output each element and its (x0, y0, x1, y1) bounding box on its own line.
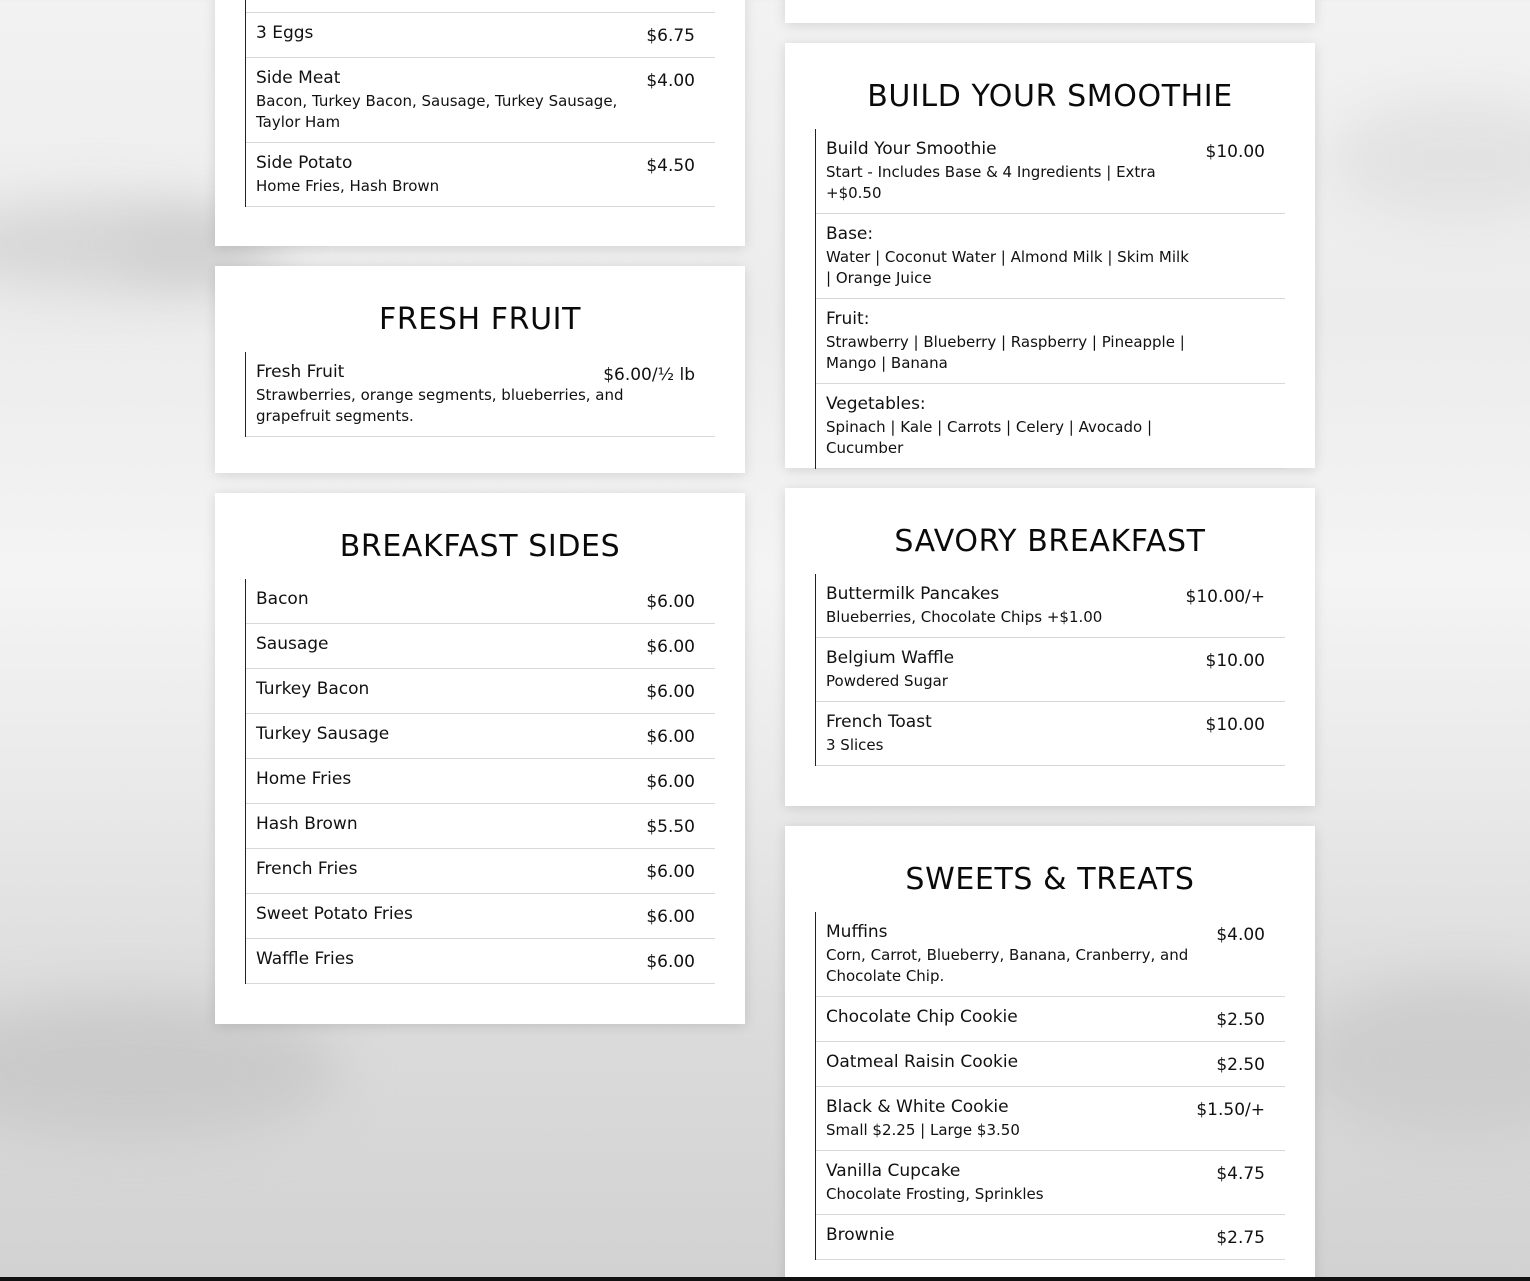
menu-item (246, 624, 715, 669)
menu-item (246, 714, 715, 759)
menu-card-fresh-fruit (215, 266, 745, 473)
item-price: $10.00/+ (1185, 587, 1265, 607)
item-name: Sweet Potato Fries (256, 904, 413, 924)
menu-item (816, 384, 1285, 469)
item-name: Vegetables: (826, 394, 926, 414)
item-price: $6.00 (646, 682, 695, 702)
item-price: $2.50 (1216, 1055, 1265, 1075)
item-price: $6.00 (646, 637, 695, 657)
menu-item (246, 894, 715, 939)
item-price: $5.50 (646, 817, 695, 837)
item-description: Strawberries, orange segments, blueberries, and grapefruit segments. (256, 386, 624, 425)
menu-item (816, 1087, 1285, 1151)
menu-item (246, 352, 715, 437)
menu-item (246, 669, 715, 714)
menu-item (816, 214, 1285, 299)
item-name: French Toast (826, 712, 932, 732)
item-price: $4.00 (1216, 925, 1265, 945)
item-description: Bacon, Turkey Bacon, Sausage, Turkey Sausage, Taylor Ham (256, 92, 618, 131)
item-price: $6.00 (646, 727, 695, 747)
item-name: Fresh Fruit (256, 362, 345, 382)
item-description: Blueberries, Chocolate Chips +$1.00 (826, 608, 1103, 626)
item-description: Corn, Carrot, Blueberry, Banana, Cranberry, and Chocolate Chip. (826, 946, 1189, 985)
item-name: 3 Eggs (256, 23, 314, 43)
item-price: $6.75 (646, 26, 695, 46)
menu-item-list (815, 129, 1285, 469)
menu-item (816, 299, 1285, 384)
item-name: Buttermilk Pancakes (826, 584, 1000, 604)
menu-item (816, 997, 1285, 1042)
item-price: $4.50 (646, 156, 695, 176)
item-name: Belgium Waffle (826, 648, 955, 668)
menu-item (246, 143, 715, 207)
menu-item-list (815, 912, 1285, 1260)
item-description: Home Fries, Hash Brown (256, 177, 440, 195)
menu-card-egg-sides (215, 0, 745, 246)
item-description: Small $2.25 | Large $3.50 (826, 1121, 1020, 1139)
item-price: $6.00 (646, 772, 695, 792)
menu-item (816, 129, 1285, 214)
item-description: Water | Coconut Water | Almond Milk | Skim Milk | Orange Juice (826, 248, 1189, 287)
menu-item (246, 939, 715, 984)
menu-item-list (815, 574, 1285, 766)
menu-card-build-your-smoothie (785, 43, 1315, 468)
item-price: $6.00 (646, 952, 695, 972)
item-name: Bacon (256, 589, 309, 609)
item-name: Build Your Smoothie (826, 139, 997, 159)
item-price: $6.00 (646, 592, 695, 612)
item-name: Brownie (826, 1225, 895, 1245)
item-description: Spinach | Kale | Carrots | Celery | Avocado | Cucumber (826, 418, 1153, 457)
item-price: $1.50/+ (1196, 1100, 1265, 1120)
menu-item (246, 58, 715, 143)
item-name: Side Meat (256, 68, 341, 88)
menu-item (246, 849, 715, 894)
menu-item (816, 1042, 1285, 1087)
item-name: Oatmeal Raisin Cookie (826, 1052, 1019, 1072)
item-price: $6.00 (646, 907, 695, 927)
item-name: Home Fries (256, 769, 352, 789)
menu-item (246, 759, 715, 804)
menu-item (816, 1151, 1285, 1215)
menu-item (816, 702, 1285, 766)
menu-card-breakfast-sides (215, 493, 745, 1024)
item-price: $4.00 (646, 71, 695, 91)
menu-item-list (245, 579, 715, 984)
section-title: SWEETS & TREATS (905, 862, 1195, 897)
item-name: Chocolate Chip Cookie (826, 1007, 1018, 1027)
background-blur (1300, 980, 1530, 1140)
menu-item (816, 638, 1285, 702)
item-name: Black & White Cookie (826, 1097, 1009, 1117)
item-name: French Fries (256, 859, 358, 879)
menu-card-previous (785, 0, 1315, 23)
menu-card-savory-breakfast (785, 488, 1315, 806)
menu-item (246, 13, 715, 58)
page-bottom-edge (0, 1277, 1530, 1281)
item-name: Muffins (826, 922, 888, 942)
menu-item (246, 579, 715, 624)
section-title: BUILD YOUR SMOOTHIE (867, 79, 1233, 114)
item-name: Turkey Sausage (256, 724, 390, 744)
menu-card-sweets-treats (785, 826, 1315, 1281)
item-price: $2.75 (1216, 1228, 1265, 1248)
item-price: $10.00 (1205, 142, 1265, 162)
item-price: $6.00 (646, 862, 695, 882)
item-name: Fruit: (826, 309, 870, 329)
item-description: Chocolate Frosting, Sprinkles (826, 1185, 1044, 1203)
menu-item (246, 804, 715, 849)
section-title: BREAKFAST SIDES (339, 529, 621, 564)
item-price: $10.00 (1205, 715, 1265, 735)
background-blur (1330, 100, 1530, 220)
item-name: Base: (826, 224, 874, 244)
item-name: Side Potato (256, 153, 353, 173)
item-description: Powdered Sugar (826, 672, 948, 690)
item-price: $6.00/½ lb (603, 365, 695, 385)
menu-item (816, 1215, 1285, 1260)
menu-item-list (245, 0, 715, 207)
item-price: $10.00 (1205, 651, 1265, 671)
list-top-divider (246, 0, 715, 13)
item-price: $4.75 (1216, 1164, 1265, 1184)
menu-item-list (245, 352, 715, 437)
item-description: Strawberry | Blueberry | Raspberry | Pineapple | Mango | Banana (826, 333, 1185, 372)
item-price: $2.50 (1216, 1010, 1265, 1030)
item-name: Waffle Fries (256, 949, 355, 969)
menu-item (816, 912, 1285, 997)
item-name: Sausage (256, 634, 329, 654)
menu-item (816, 574, 1285, 638)
section-title: SAVORY BREAKFAST (894, 524, 1206, 559)
item-name: Turkey Bacon (256, 679, 370, 699)
item-description: 3 Slices (826, 736, 884, 754)
section-title: FRESH FRUIT (378, 302, 582, 337)
item-name: Hash Brown (256, 814, 358, 834)
item-name: Vanilla Cupcake (826, 1161, 961, 1181)
item-description: Start - Includes Base & 4 Ingredients | Extra +$0.50 (826, 163, 1156, 202)
